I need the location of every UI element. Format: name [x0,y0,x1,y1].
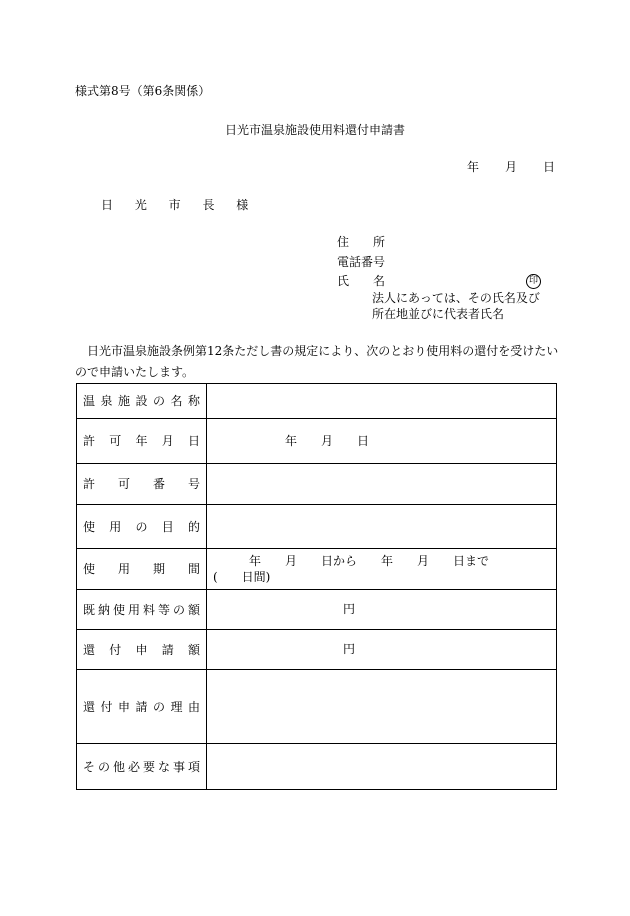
permit-date-field[interactable] [207,419,557,464]
row-label-facility-name: 温泉施設の名称 [77,384,207,419]
facility-name-field[interactable] [207,384,557,419]
refund-amount-field[interactable] [207,630,557,670]
period-field[interactable] [207,549,557,590]
seal-icon: 印 [526,274,541,289]
row-label-refund-amount: 還付申請額 [77,630,207,670]
name-label: 氏 名 [337,274,386,288]
date-line [467,161,555,173]
table-row [77,744,557,790]
paid-amount-field[interactable] [207,590,557,630]
form-number: 様式第8号（第6条関係） [75,84,211,98]
row-label-other-matters: その他必要な事項 [77,744,207,790]
addressee: 日 光 市 長 様 [101,198,258,212]
date-day: 日 [543,160,556,174]
table-row [77,464,557,505]
other-matters-field[interactable] [207,744,557,790]
address-label: 住 所 [337,235,386,249]
paid-amount-unit: 円 [343,602,356,616]
date-month: 月 [505,160,518,174]
row-label-permit-date: 許可年月日 [77,419,207,464]
row-label-paid-amount: 既納使用料等の額 [77,590,207,630]
phone-label: 電話番号 [337,255,386,269]
table-row [77,590,557,630]
table-row [77,670,557,744]
refund-amount-unit: 円 [343,642,356,656]
permit-number-field[interactable] [207,464,557,505]
table-row [77,549,557,590]
row-label-refund-reason: 還付申請の理由 [77,670,207,744]
row-label-period: 使用期間 [77,549,207,590]
table-row [77,630,557,670]
date-year: 年 [467,160,480,174]
body-text: 日光市温泉施設条例第12条ただし書の規定により、次のとおり使用料の還付を受けたいので申請いたします。 [75,344,559,379]
permit-date-value: 年 月 日 [285,434,370,448]
table-row [77,505,557,549]
period-days: ( 日間) [213,570,271,584]
applicant-note-2: 所在地並びに代表者氏名 [372,307,505,321]
table-row [77,384,557,419]
refund-reason-field[interactable] [207,670,557,744]
table-row [77,419,557,464]
period-value: 年 月 日から 年 月 日まで [249,554,490,568]
row-label-purpose: 使用の目的 [77,505,207,549]
purpose-field[interactable] [207,505,557,549]
row-label-permit-number: 許可番号 [77,464,207,505]
page-title: 日光市温泉施設使用料還付申請書 [224,123,405,137]
application-table [76,383,557,790]
applicant-note-1: 法人にあっては、その氏名及び [372,291,540,305]
